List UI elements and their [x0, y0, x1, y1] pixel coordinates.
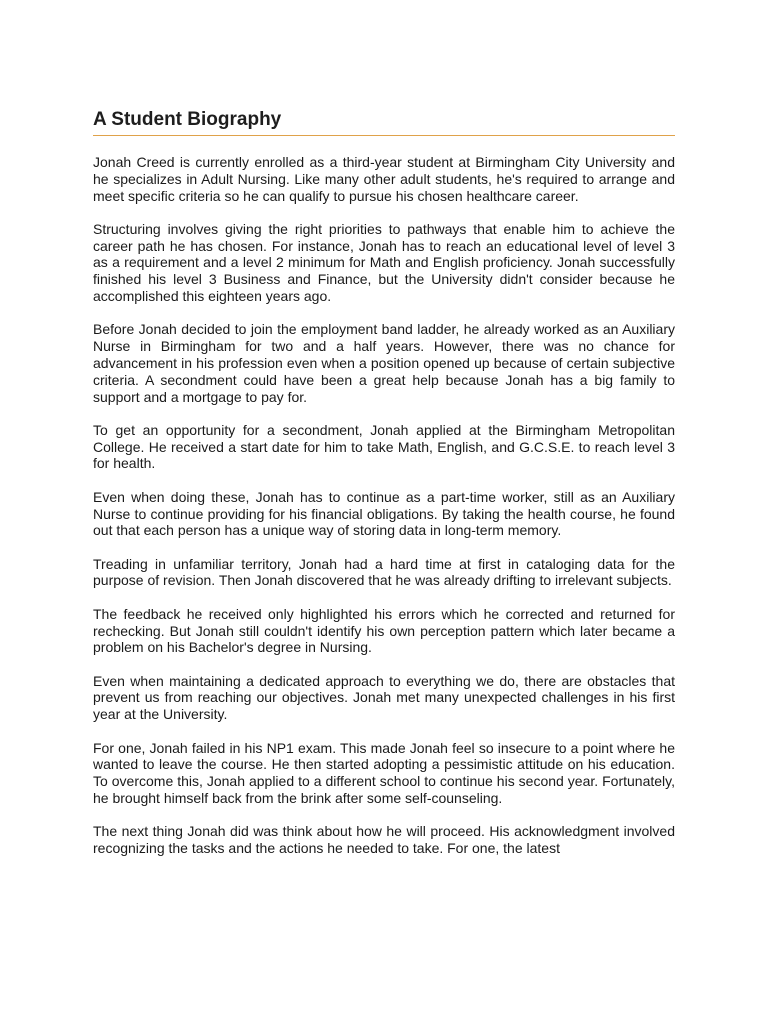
title-underline — [93, 135, 675, 136]
paragraph-10: The next thing Jonah did was think about how he will proceed. His acknowledgment involved recognizing the tasks and the actions he needed to take. For one, the latest — [93, 823, 675, 856]
page-title: A Student Biography — [93, 109, 282, 130]
paragraph-2: Structuring involves giving the right priorities to pathways that enable him to achieve the career path he has chosen. For instance, Jonah has to reach an educational level of level 3 as a requirement and a level 2 minimum for Math and English proficiency. Jonah successfully finished his level 3 Business and Finance, but the University didn't consider because he accomplished this eighteen years ago. — [93, 220, 675, 305]
paragraph-8: Even when maintaining a dedicated approach to everything we do, there are obstacles that prevent us from reaching our objectives. Jonah met many unexpected challenges in his first year at the University. — [93, 672, 675, 723]
paragraph-6: Treading in unfamiliar territory, Jonah had a hard time at first in cataloging data for the purpose of revision. Then Jonah discovered that he was already drifting to irrelevant subjects. — [93, 555, 675, 589]
paragraph-4: To get an opportunity for a secondment, Jonah applied at the Birmingham Metropolitan College. He received a start date for him to take Math, English, and G.C.S.E. to reach level 3 for health. — [93, 421, 675, 472]
document-content — [93, 108, 675, 873]
paragraph-9: For one, Jonah failed in his NP1 exam. This made Jonah feel so insecure to a point where he wanted to leave the course. He then started adopting a pessimistic attitude on his education. To overcome this, Jonah applied to a different school to continue his second year. Fortunately, he brought himself back from the brink after some self-counseling. — [93, 739, 675, 806]
paragraph-1: Jonah Creed is currently enrolled as a third-year student at Birmingham City University and he specializes in Adult Nursing. Like many other adult students, he's required to arrange and meet specific criteria so he can qualify to pursue his chosen healthcare career. — [93, 154, 675, 204]
paragraph-3: Before Jonah decided to join the employment band ladder, he already worked as an Auxiliary Nurse in Birmingham for two and a half years. However, there was no chance for advancement in his profession even when a position opened up because of certain subjective criteria. A secondment could have been a great help because Jonah has a big family to support and a mortgage to pay for. — [93, 321, 675, 405]
paragraph-7: The feedback he received only highlighted his errors which he corrected and returned for rechecking. But Jonah still couldn't identify his own perception pattern which later became a problem on his Bachelor's degree in Nursing. — [93, 605, 675, 656]
paragraph-5: Even when doing these, Jonah has to continue as a part-time worker, still as an Auxiliary Nurse to continue providing for his financial obligations. By taking the health course, he found out that each person has a unique way of storing data in long-term memory. — [93, 488, 675, 539]
